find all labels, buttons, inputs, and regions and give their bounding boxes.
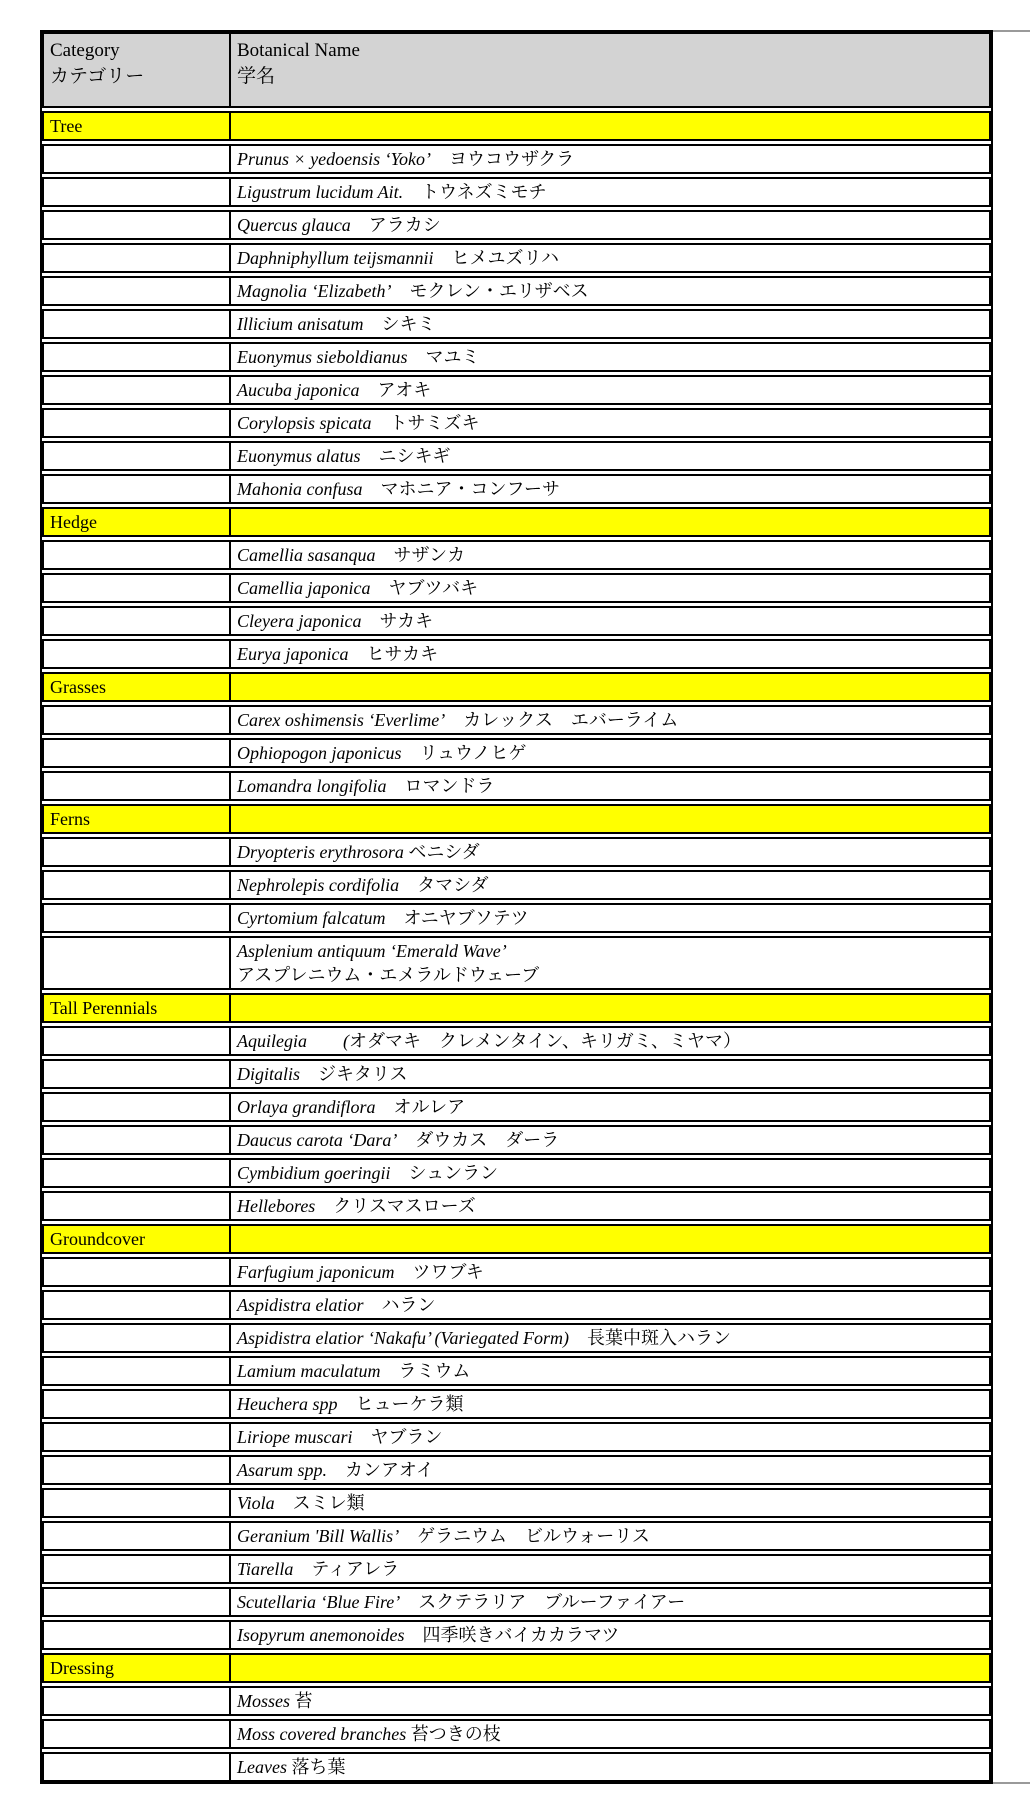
botanical-name-cell xyxy=(231,639,991,669)
category-row xyxy=(42,672,991,702)
plant-row xyxy=(42,936,991,990)
plant-row xyxy=(42,870,991,900)
name-japanese-text: ニシキギ xyxy=(360,446,451,466)
name-japanese-text: サザンカ xyxy=(375,545,466,565)
name-latin-text: Mosses xyxy=(237,1691,295,1711)
plant-row xyxy=(42,1257,991,1287)
name-latin-text: Aspidistra elatior ‘Nakafu’ (Variegated Form) xyxy=(237,1328,569,1348)
header-cell-category xyxy=(42,32,231,108)
name-latin-text: Corylopsis spicata xyxy=(237,413,372,433)
category-cell-spacer xyxy=(231,993,991,1023)
name-latin-text: Daphniphyllum teijsmannii xyxy=(237,248,434,268)
botanical-name-cell xyxy=(231,1587,991,1617)
name-japanese-text: サカキ xyxy=(361,611,434,631)
name-latin-text: Tiarella xyxy=(237,1559,294,1579)
name-japanese-text: 四季咲きバイカカラマツ xyxy=(404,1625,620,1645)
plant-row xyxy=(42,1290,991,1320)
name-latin-text: Dryopteris erythrosora xyxy=(237,842,409,862)
category-row xyxy=(42,1653,991,1683)
category-cell: Ferns xyxy=(42,804,231,834)
botanical-name-cell xyxy=(231,1026,991,1056)
name-japanese-text: カレックス エバーライム xyxy=(445,710,679,730)
botanical-name-cell xyxy=(231,771,991,801)
plant-row xyxy=(42,1554,991,1584)
name-latin-text: Ligustrum lucidum Ait. xyxy=(237,182,404,202)
top-right-gridline xyxy=(991,30,1030,32)
category-cell-spacer xyxy=(231,672,991,702)
category-empty-cell xyxy=(42,144,231,174)
category-empty-cell xyxy=(42,177,231,207)
category-row xyxy=(42,804,991,834)
name-japanese-text: ティアレラ xyxy=(293,1559,400,1579)
category-empty-cell xyxy=(42,210,231,240)
category-cell: Grasses xyxy=(42,672,231,702)
category-empty-cell xyxy=(42,1389,231,1419)
name-latin-text: Cymbidium goeringii xyxy=(237,1163,391,1183)
name-japanese-text: 苔 xyxy=(294,1691,313,1711)
plant-row xyxy=(42,1092,991,1122)
botanical-name-cell xyxy=(231,1554,991,1584)
plant-row xyxy=(42,1422,991,1452)
category-empty-cell xyxy=(42,1125,231,1155)
plant-row xyxy=(42,144,991,174)
name-japanese-text: リュウノヒゲ xyxy=(401,743,527,763)
category-cell-spacer xyxy=(231,507,991,537)
botanical-name-cell xyxy=(231,1158,991,1188)
plant-row xyxy=(42,342,991,372)
name-japanese-text: 落ち葉 xyxy=(291,1757,346,1777)
plant-row xyxy=(42,1455,991,1485)
name-latin-text: Lomandra longifolia xyxy=(237,776,387,796)
name-latin-text: Aquilegia xyxy=(237,1031,307,1051)
category-row xyxy=(42,1224,991,1254)
name-japanese-text: ツワブキ xyxy=(394,1262,484,1282)
category-empty-cell xyxy=(42,1620,231,1650)
category-empty-cell xyxy=(42,1356,231,1386)
botanical-name-cell xyxy=(231,1488,991,1518)
plant-row xyxy=(42,1125,991,1155)
category-empty-cell xyxy=(42,1752,231,1782)
name-latin-text: Cleyera japonica xyxy=(237,611,362,631)
plant-row xyxy=(42,1389,991,1419)
botanical-name-cell xyxy=(231,903,991,933)
category-empty-cell xyxy=(42,408,231,438)
botanical-name-cell xyxy=(231,1521,991,1551)
category-empty-cell xyxy=(42,705,231,735)
plant-table xyxy=(40,30,993,1784)
botanical-name-cell xyxy=(231,1059,991,1089)
name-latin-text: Cyrtomium falcatum xyxy=(237,908,386,928)
name-latin-text: Geranium 'Bill Wallis’ xyxy=(237,1526,400,1546)
category-empty-cell xyxy=(42,837,231,867)
botanical-name-cell xyxy=(231,309,991,339)
category-empty-cell xyxy=(42,1422,231,1452)
name-japanese-text: スクテラリア ブルーファイアー xyxy=(400,1592,686,1612)
plant-row xyxy=(42,1587,991,1617)
botanical-name-cell xyxy=(231,606,991,636)
category-empty-cell xyxy=(42,573,231,603)
plant-row xyxy=(42,738,991,768)
plant-row xyxy=(42,276,991,306)
category-empty-cell xyxy=(42,441,231,471)
botanical-name-cell xyxy=(231,936,991,990)
category-empty-cell xyxy=(42,1158,231,1188)
botanical-name-cell xyxy=(231,441,991,471)
name-japanese-text: シキミ xyxy=(363,314,436,334)
name-latin-text: Mahonia confusa xyxy=(237,479,363,499)
name-japanese-text: 長葉中斑入ハラン xyxy=(568,1328,731,1348)
botanical-name-cell xyxy=(231,276,991,306)
category-empty-cell xyxy=(42,1323,231,1353)
plant-row xyxy=(42,540,991,570)
category-row xyxy=(42,993,991,1023)
name-japanese-text: モクレン・エリザベス xyxy=(391,281,589,301)
plant-row xyxy=(42,606,991,636)
category-empty-cell xyxy=(42,870,231,900)
botanical-name-cell xyxy=(231,243,991,273)
name-latin-text: Illicium anisatum xyxy=(237,314,364,334)
plant-row xyxy=(42,705,991,735)
category-empty-cell xyxy=(42,1092,231,1122)
name-japanese-text: 苔つきの枝 xyxy=(410,1724,501,1744)
name-japanese-text: ジキタリス xyxy=(300,1064,408,1084)
name-latin-text: Digitalis xyxy=(237,1064,301,1084)
botanical-name-cell xyxy=(231,210,991,240)
name-japanese-text: シュンラン xyxy=(390,1163,499,1183)
plant-row xyxy=(42,309,991,339)
botanical-name-cell xyxy=(231,1455,991,1485)
botanical-name-cell xyxy=(231,1191,991,1221)
plant-row xyxy=(42,1686,991,1716)
category-empty-cell xyxy=(42,1257,231,1287)
name-japanese-text: スミレ類 xyxy=(274,1493,365,1513)
category-empty-cell xyxy=(42,342,231,372)
name-latin-text: Aspidistra elatior xyxy=(237,1295,364,1315)
category-cell: Groundcover xyxy=(42,1224,231,1254)
botanical-name-cell xyxy=(231,1719,991,1749)
name-latin-text: Camellia japonica xyxy=(237,578,371,598)
name-latin-text: Eurya japonica xyxy=(237,644,349,664)
name-japanese-text: タマシダ xyxy=(399,875,489,895)
name-latin-text: Viola xyxy=(237,1493,275,1513)
botanical-name-cell xyxy=(231,375,991,405)
name-latin-text: Scutellaria ‘Blue Fire’ xyxy=(237,1592,401,1612)
name-latin-text: Liriope muscari xyxy=(237,1427,353,1447)
name-japanese-text: アラカシ xyxy=(350,215,441,235)
category-empty-cell xyxy=(42,936,231,990)
botanical-name-cell xyxy=(231,144,991,174)
category-empty-cell xyxy=(42,540,231,570)
category-empty-cell xyxy=(42,903,231,933)
category-empty-cell xyxy=(42,474,231,504)
name-japanese-text: トサミズキ xyxy=(371,413,480,433)
name-japanese-text: アスプレニウム・エメラルドウェーブ xyxy=(237,965,540,985)
name-japanese-text: ラミウム xyxy=(380,1361,471,1381)
header-category-ja: カテゴリー xyxy=(50,66,145,87)
name-japanese-text: トウネズミモチ xyxy=(403,182,547,202)
category-empty-cell xyxy=(42,738,231,768)
name-latin-text: Lamium maculatum xyxy=(237,1361,381,1381)
plant-row xyxy=(42,1191,991,1221)
plant-row xyxy=(42,441,991,471)
plant-row xyxy=(42,1719,991,1749)
botanical-name-cell xyxy=(231,1125,991,1155)
category-empty-cell xyxy=(42,771,231,801)
category-empty-cell xyxy=(42,276,231,306)
category-empty-cell xyxy=(42,1191,231,1221)
name-latin-text: Orlaya grandiflora xyxy=(237,1097,376,1117)
plant-row xyxy=(42,903,991,933)
botanical-name-cell xyxy=(231,474,991,504)
name-japanese-text: ヒューケラ類 xyxy=(337,1394,464,1414)
botanical-name-cell xyxy=(231,1356,991,1386)
plant-row xyxy=(42,1158,991,1188)
name-japanese-text: オニヤブソテツ xyxy=(385,908,529,928)
botanical-name-cell xyxy=(231,870,991,900)
name-latin-text: Carex oshimensis ‘Everlime’ xyxy=(237,710,446,730)
bottom-right-gridline xyxy=(991,1782,1030,1784)
name-latin-text: Isopyrum anemonoides xyxy=(237,1625,405,1645)
name-latin-text: Prunus × yedoensis ‘Yoko’ xyxy=(237,149,431,169)
name-latin-text: Daucus carota ‘Dara’ xyxy=(237,1130,398,1150)
header-cell-botanical-name xyxy=(231,32,991,108)
category-cell: Tree xyxy=(42,111,231,141)
botanical-name-cell xyxy=(231,342,991,372)
botanical-name-cell xyxy=(231,1092,991,1122)
name-latin-text: Farfugium japonicum xyxy=(237,1262,395,1282)
botanical-name-cell xyxy=(231,1686,991,1716)
category-cell: Tall Perennials xyxy=(42,993,231,1023)
plant-row xyxy=(42,1521,991,1551)
plant-table-body xyxy=(42,111,991,1782)
plant-row xyxy=(42,1323,991,1353)
category-empty-cell xyxy=(42,1488,231,1518)
name-latin-text: Moss covered branches xyxy=(237,1724,411,1744)
category-empty-cell xyxy=(42,1059,231,1089)
plant-row xyxy=(42,375,991,405)
name-latin-text: Camellia sasanqua xyxy=(237,545,376,565)
botanical-name-cell xyxy=(231,837,991,867)
plant-row xyxy=(42,408,991,438)
plant-row xyxy=(42,1620,991,1650)
name-latin-text: Asplenium antiquum ‘Emerald Wave’ xyxy=(237,941,507,961)
botanical-name-cell xyxy=(231,1257,991,1287)
category-empty-cell xyxy=(42,309,231,339)
botanical-name-cell xyxy=(231,1389,991,1419)
name-japanese-text: オダマキ クレメンタイン、キリガミ、ミヤマ） xyxy=(349,1031,742,1051)
plant-table-grid xyxy=(42,30,991,1784)
name-japanese-text: ダウカス ダーラ xyxy=(397,1130,560,1150)
botanical-name-cell xyxy=(231,177,991,207)
name-japanese-text: クリスマスローズ xyxy=(315,1196,476,1216)
plant-row xyxy=(42,573,991,603)
name-japanese-text: ハラン xyxy=(363,1295,436,1315)
name-japanese-text: ヤブツバキ xyxy=(370,578,479,598)
category-row xyxy=(42,111,991,141)
category-empty-cell xyxy=(42,1290,231,1320)
name-japanese-text: ゲラニウム ビルウォーリス xyxy=(399,1526,650,1546)
category-cell: Hedge xyxy=(42,507,231,537)
plant-row xyxy=(42,837,991,867)
plant-row xyxy=(42,474,991,504)
plant-row xyxy=(42,771,991,801)
category-cell: Dressing xyxy=(42,1653,231,1683)
name-japanese-text: ヨウコウザクラ xyxy=(430,149,575,169)
category-empty-cell xyxy=(42,1026,231,1056)
category-cell-spacer xyxy=(231,804,991,834)
category-empty-cell xyxy=(42,606,231,636)
botanical-name-cell xyxy=(231,408,991,438)
name-latin-text: Hellebores xyxy=(237,1196,316,1216)
name-japanese-text: ベニシダ xyxy=(408,842,480,862)
plant-row xyxy=(42,1059,991,1089)
plant-row xyxy=(42,177,991,207)
name-latin-text: Quercus glauca xyxy=(237,215,351,235)
name-japanese-text: マユミ xyxy=(407,347,480,367)
category-empty-cell xyxy=(42,1521,231,1551)
category-empty-cell xyxy=(42,375,231,405)
name-latin-text: Aucuba japonica xyxy=(237,380,360,400)
name-japanese-text: ロマンドラ xyxy=(386,776,495,796)
botanical-name-cell xyxy=(231,1323,991,1353)
botanical-name-cell xyxy=(231,573,991,603)
name-japanese-text: カンアオイ xyxy=(327,1460,434,1480)
plant-row xyxy=(42,1026,991,1056)
name-latin-text: Asarum spp. xyxy=(237,1460,328,1480)
category-cell-spacer xyxy=(231,1653,991,1683)
name-latin-text: ( xyxy=(343,1031,349,1051)
category-empty-cell xyxy=(42,1587,231,1617)
plant-row xyxy=(42,1356,991,1386)
name-latin-text: Euonymus sieboldianus xyxy=(237,347,408,367)
botanical-name-cell xyxy=(231,540,991,570)
category-row xyxy=(42,507,991,537)
botanical-name-cell xyxy=(231,1752,991,1782)
name-japanese-text: アオキ xyxy=(359,380,432,400)
header-category-en: Category xyxy=(50,40,120,61)
category-empty-cell xyxy=(42,1719,231,1749)
name-japanese-text: オルレア xyxy=(375,1097,466,1117)
botanical-name-cell xyxy=(231,738,991,768)
category-empty-cell xyxy=(42,1686,231,1716)
botanical-name-cell xyxy=(231,1422,991,1452)
category-empty-cell xyxy=(42,1455,231,1485)
name-latin-text: Magnolia ‘Elizabeth’ xyxy=(237,281,392,301)
botanical-name-cell xyxy=(231,1290,991,1320)
name-japanese-text: マホニア・コンフーサ xyxy=(362,479,560,499)
category-empty-cell xyxy=(42,639,231,669)
name-japanese-text: ヒメユズリハ xyxy=(433,248,559,268)
name-japanese-text: ヒサカキ xyxy=(348,644,439,664)
name-latin-text: Ophiopogon japonicus xyxy=(237,743,402,763)
name-latin-text: Euonymus alatus xyxy=(237,446,361,466)
category-empty-cell xyxy=(42,1554,231,1584)
name-japanese-text xyxy=(307,1031,343,1051)
plant-row xyxy=(42,243,991,273)
name-latin-text: Leaves xyxy=(237,1757,292,1777)
plant-row xyxy=(42,1488,991,1518)
botanical-name-cell xyxy=(231,1620,991,1650)
name-latin-text: Nephrolepis cordifolia xyxy=(237,875,400,895)
header-row xyxy=(42,32,991,108)
header-botanical-en: Botanical Name xyxy=(237,40,360,61)
plant-row xyxy=(42,210,991,240)
category-empty-cell xyxy=(42,243,231,273)
header-botanical-ja: 学名 xyxy=(237,66,276,87)
category-cell-spacer xyxy=(231,1224,991,1254)
plant-row xyxy=(42,639,991,669)
name-latin-text: Heuchera spp xyxy=(237,1394,338,1414)
plant-row xyxy=(42,1752,991,1782)
botanical-name-cell xyxy=(231,705,991,735)
name-japanese-text: ヤブラン xyxy=(352,1427,443,1447)
category-cell-spacer xyxy=(231,111,991,141)
